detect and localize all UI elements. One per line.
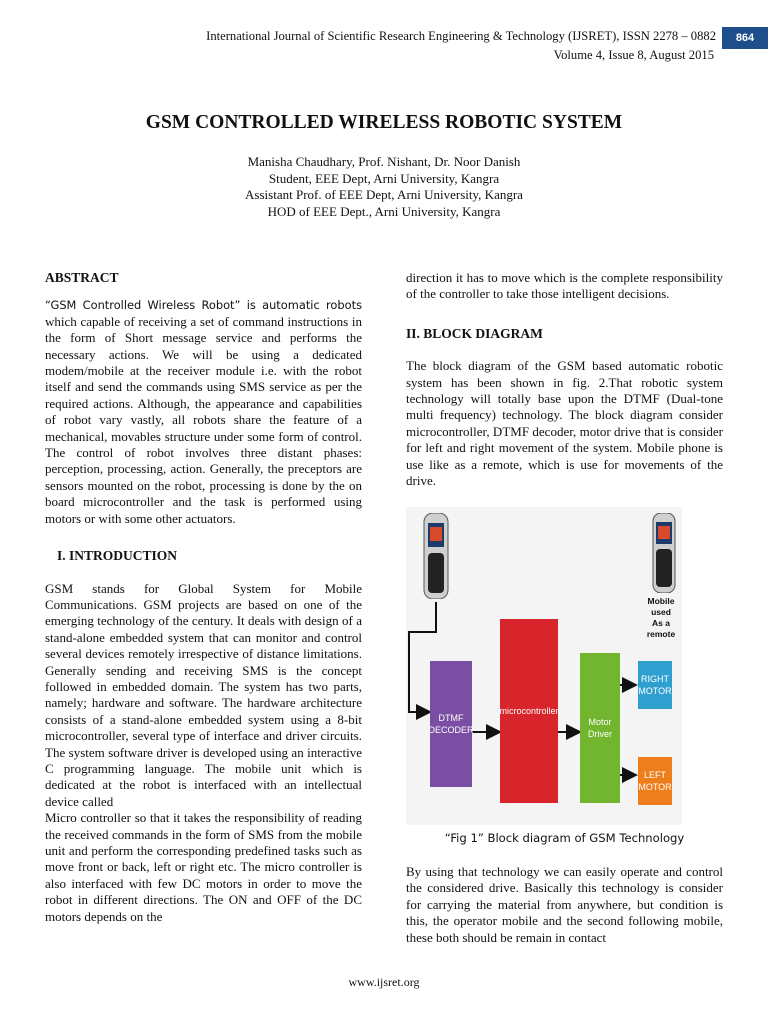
- affiliation-2: Assistant Prof. of EEE Dept, Arni University, Kangra: [245, 187, 523, 202]
- microcontroller-block: [500, 619, 558, 803]
- right-column-bottom: [406, 864, 723, 946]
- remote-label: [638, 596, 682, 639]
- left-motor-label-1: LEFT: [643, 770, 666, 780]
- right-motor-block: [638, 661, 672, 709]
- direction-paragraph: direction it has to move which is the complete responsibility of the controller to take those intelligent decisions.: [406, 270, 723, 302]
- microcontroller-label: microcontroller: [499, 706, 559, 716]
- left-motor-block: [638, 757, 672, 805]
- introduction-paragraph-1: GSM stands for Global System for Mobile Communications. GSM projects are based on one of the emerging technology of the century. It deals with design of a stand-alone embedded system that can monitor and control several devices remotely irrespective of distance limitations. Generally sending and receiving SMS is the concept followed in embedded domain. The system has two parts, namely; hardware and software. The hardware architecture consists of a stand-alone embedded system using a 8-bit microcontroller, several type of interface and driver circuits. The system software driver is developed using an interactive C programming language. The mobile unit which is dedicated at the robot is interfaced with an intellectual device called: [45, 580, 362, 809]
- journal-header: International Journal of Scientific Research Engineering & Technology (IJSRET), ISSN 2278 – 0882: [206, 29, 716, 43]
- block-diagram-heading: II. BLOCK DIAGRAM: [406, 325, 543, 341]
- author-names: Manisha Chaudhary, Prof. Nishant, Dr. Noor Danish: [247, 154, 521, 169]
- remote-phone-icon: [651, 513, 679, 593]
- abstract-lead: “GSM Controlled Wireless Robot” is automatic robots: [45, 298, 362, 313]
- introduction-paragraph-2: Micro controller so that it takes the responsibility of reading the received commands in the form of SMS from the mobile unit and perform the corresponding predefined tasks such as move front or back, left or right etc. The micro controller is also interfaced with few DC motors in order to move the robot in different directions. The ON and OFF of the DC motors depends on the: [45, 810, 362, 924]
- dtmf-decoder-block: [430, 661, 472, 787]
- abstract-body: which capable of receiving a set of command instructions in the form of Short message service and performs the necessary actions. We will be using a dedicated modem/mobile at the receiver module i.e. with the robot itself and send the commands using SMS service as per the required actions. Although, the appearance and capabilities of robot vary vastly, all robots share the feature of a mechanical, movables structure under some form of control. The control of robot involves three distant phases: perception, processing, action. Generally, the preceptors are sensors mounted on the robot, processing is done by the on board microcontroller and the task is performed using motors or with some other actuators.: [45, 313, 362, 526]
- affiliation-3: HOD of EEE Dept., Arni University, Kangra: [267, 203, 501, 219]
- volume-issue: Volume 4, Issue 8, August 2015: [553, 48, 714, 62]
- block-diagram-figure: [406, 507, 682, 825]
- right-motor-label-1: RIGHT: [641, 674, 669, 684]
- page-number-badge: 864: [722, 27, 768, 49]
- receiver-phone-icon: [422, 513, 450, 599]
- right-motor-label-2: MOTOR: [638, 686, 672, 696]
- driver-label-2: Driver: [588, 729, 612, 739]
- closing-paragraph: By using that technology we can easily operate and control the considered drive. Basically this technology is consider for carrying the material from anywhere, but condition is this, the operator mobile and the second following mobile, these both should be remain in contact: [406, 864, 723, 945]
- remote-label-line-1: Mobile used: [647, 596, 675, 617]
- dtmf-label-2: DECODER: [428, 725, 474, 735]
- introduction-heading: I. INTRODUCTION: [57, 548, 178, 564]
- affiliation-1: Student, EEE Dept, Arni University, Kangra: [268, 170, 500, 186]
- figure-caption: “Fig 1” Block diagram of GSM Technology: [444, 831, 685, 845]
- remote-label-line-2: As a remote: [646, 618, 676, 639]
- paper-title: GSM CONTROLLED WIRELESS ROBOTIC SYSTEM: [145, 112, 623, 133]
- motor-driver-block: [580, 653, 620, 803]
- footer-url: www.ijsret.org: [348, 975, 420, 989]
- abstract-heading: ABSTRACT: [45, 270, 119, 285]
- right-column-top: [406, 270, 723, 489]
- left-column: [45, 270, 362, 925]
- author-block: [0, 154, 768, 220]
- block-diagram-paragraph: The block diagram of the GSM based automatic robotic system has been shown in fig. 2.That robotic system technology will totally base upon the DTMF (Dual-tone multi frequency) technology. The block diagram consider microcontroller, DTMF decoder, motor drive that is consider for left and right movement of the system. Mobile phone is use like as a remote, which is use for movements of the drive.: [406, 358, 723, 489]
- driver-label-1: Motor: [588, 717, 612, 727]
- abstract-paragraph: [45, 297, 362, 527]
- dtmf-label-1: DTMF: [438, 713, 464, 723]
- left-motor-label-2: MOTOR: [638, 782, 672, 792]
